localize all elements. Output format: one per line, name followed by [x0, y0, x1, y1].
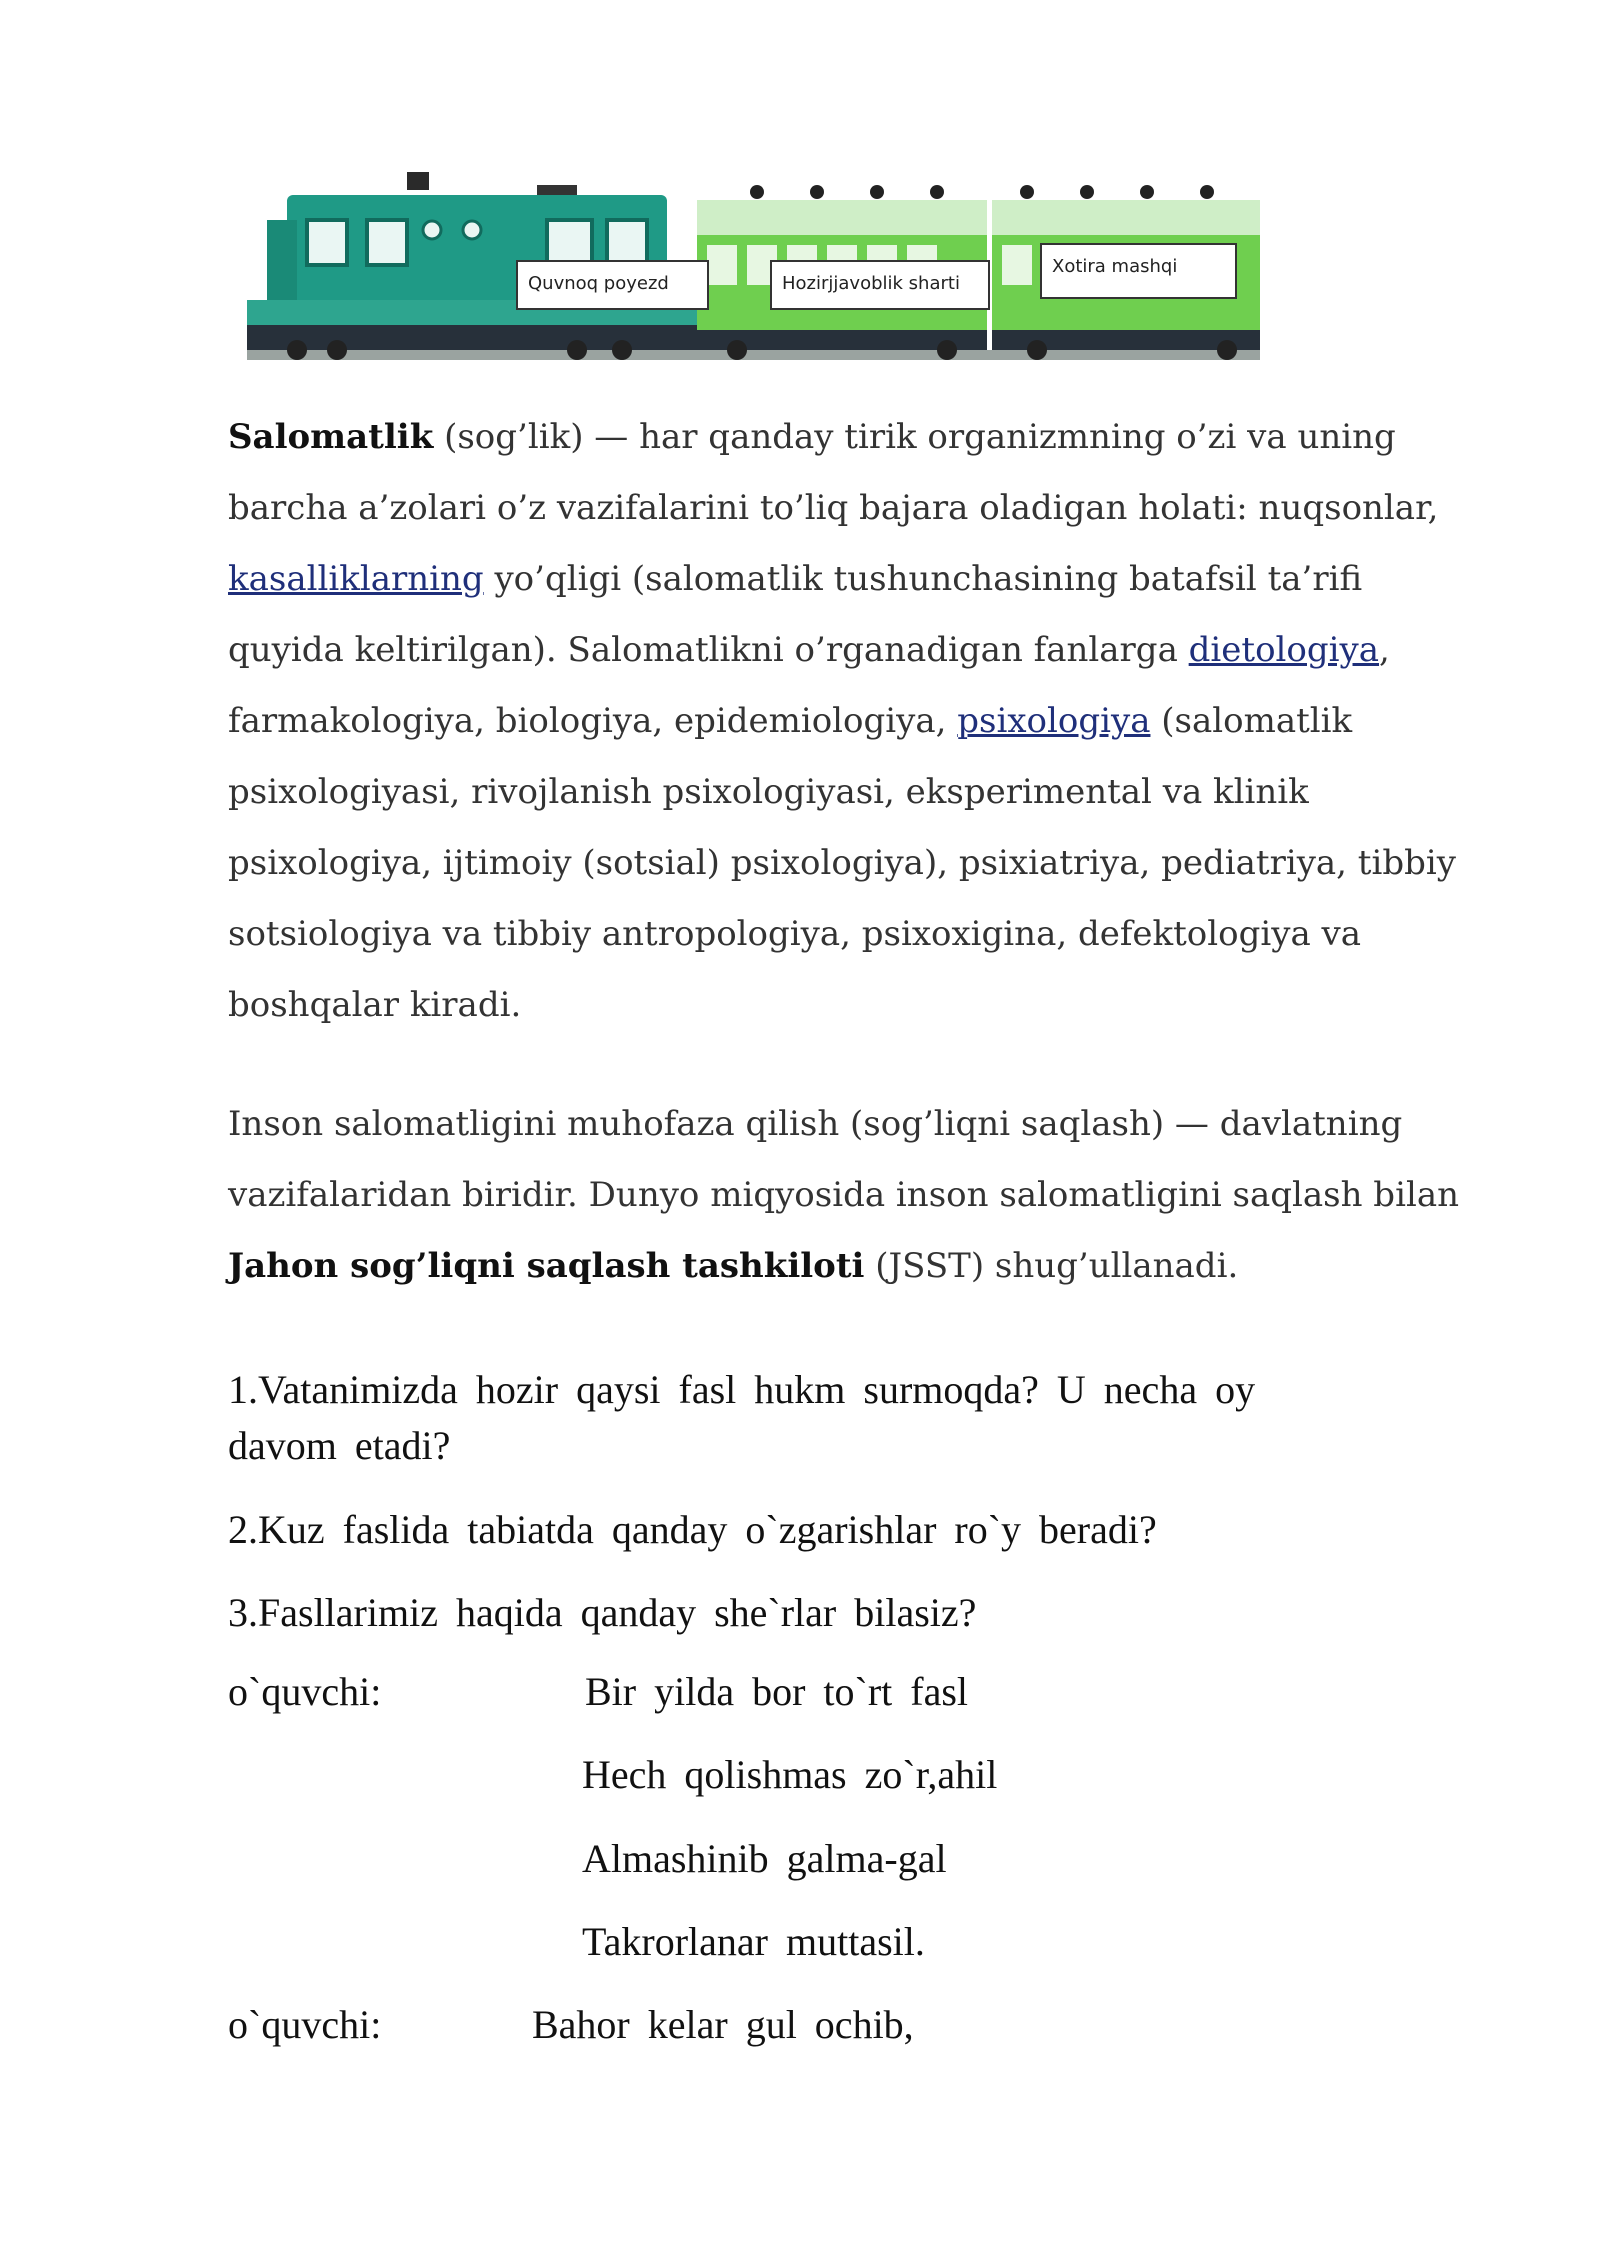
org-jsst: Jahon sog’liqni saqlash tashkiloti — [228, 1246, 865, 1286]
link-dietologiya[interactable]: dietologiya — [1188, 630, 1380, 670]
train-illustration — [247, 150, 1260, 368]
train-label-xotira-mashqi: Xotira mashqi — [1040, 243, 1237, 299]
p1-text-1: (sog’lik) — har qanday tirik organizmning o’zi va uning barcha a’zolari o’z vazifalarini to’liq bajara oladigan holati: nuqsonlar, — [228, 417, 1439, 528]
poem-speaker-1: o`quvchi: — [228, 1669, 382, 1714]
question-2: 2.Kuz faslida tabiatda qanday o`zgarishlar ro`y beradi? — [228, 1507, 1157, 1552]
poem-speaker-2: o`quvchi: — [228, 2002, 382, 2047]
term-salomatlik: Salomatlik — [228, 417, 434, 457]
link-kasalliklarning[interactable]: kasalliklarning — [228, 559, 484, 599]
p1-text-3: , farmakologiya, biologiya, epidemiologiya, — [228, 630, 1390, 741]
train-label-quvnoq-poyezd: Quvnoq poyezd — [516, 260, 709, 310]
p2-text-1: Inson salomatligini muhofaza qilish (sog’liqni saqlash) — davlatning vazifalaridan biridir. Dunyo miqyosida inson salomatligini saqlash bilan — [228, 1104, 1459, 1215]
poem-line-3: Almashinib galma-gal — [582, 1836, 947, 1881]
health-protection-paragraph — [228, 1089, 1488, 1302]
health-definition-paragraph — [228, 402, 1488, 1041]
link-psixologiya[interactable]: psixologiya — [957, 701, 1151, 741]
poem-line-2: Hech qolishmas zo`r,ahil — [582, 1752, 998, 1797]
train-label-hozirjavoblik: Hozirjjavoblik sharti — [770, 260, 990, 310]
poem-line-5: Bahor kelar gul ochib, — [532, 2002, 914, 2047]
p1-text-4: (salomatlik psixologiyasi, rivojlanish psixologiyasi, eksperimental va klinik psixologiya, ijtimoiy (sotsial) psixologiya), psixiatriya, pediatriya, tibbiy sotsiologiya va tibbiy antropologiya, psixoxigina, defektologiya va boshqalar kiradi. — [228, 701, 1456, 1025]
question-1: 1.Vatanimizda hozir qaysi fasl hukm surmoqda? U necha oy davom etadi? — [228, 1367, 1256, 1468]
poem-line-1: Bir yilda bor to`rt fasl — [585, 1669, 969, 1714]
poem-line-4: Takrorlanar muttasil. — [582, 1919, 925, 1964]
p2-text-2: (JSST) shug’ullanadi. — [864, 1246, 1239, 1286]
question-3: 3.Fasllarimiz haqida qanday she`rlar bilasiz? — [228, 1590, 977, 1635]
p1-text-2: yo’qligi (salomatlik tushunchasining batafsil ta’rifi quyida keltirilgan). Salomatlikni o’rganadigan fanlarga — [228, 559, 1363, 670]
